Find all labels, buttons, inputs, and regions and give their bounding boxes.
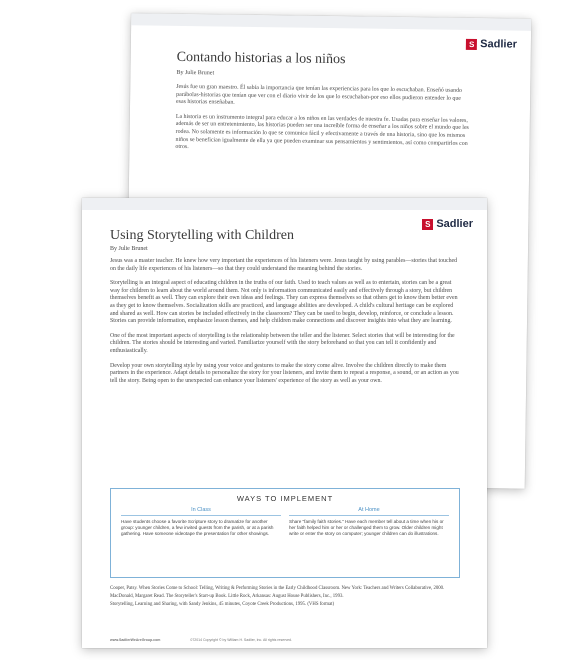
ways-columns bbox=[111, 507, 459, 538]
sadlier-logo-mark-icon: S bbox=[466, 38, 477, 49]
page-top-band bbox=[131, 13, 531, 31]
at-home-column bbox=[289, 507, 449, 538]
sadlier-logo bbox=[422, 218, 473, 230]
spanish-article-body bbox=[175, 84, 472, 163]
page-top-band bbox=[82, 198, 487, 210]
sadlier-logo-text: Sadlier bbox=[480, 38, 517, 51]
spanish-page-title: Contando historias a los niños bbox=[176, 49, 346, 68]
footer-website: www.SadlierWeAreGroup.com bbox=[110, 638, 161, 642]
spanish-paragraph: Jesús fue un gran maestro. Él sabía la importancia que tenían las experiencias para los que lo escuchaban. Enseñó usando parábolas-historias que tenían que ver con el diario vivir de los que lo escuchaban-por eso ellos pudieron entender lo que esas historias enseñaban. bbox=[176, 83, 463, 106]
english-page-title: Using Storytelling with Children bbox=[110, 228, 294, 243]
ways-to-implement-box bbox=[110, 488, 460, 578]
reference-item: MacDonald, Margaret Read. The Storyteller's Start-up Book. Little Rock, Arkansas: August House Publishers, Inc., 1993. bbox=[110, 593, 344, 599]
english-paragraph: Develop your own storytelling style by using your voice and gestures to make the story come alive. Involve the children directly to make them partners in the experience. Adapt details to personalize the story for your listeners, and invite them to repeat a response, a sound, or an action as you tell the story. Being open to the unexpected can enhance your listeners' experience of the story as well as your own. bbox=[110, 362, 459, 384]
at-home-heading: At Home bbox=[289, 507, 449, 516]
page-footer bbox=[110, 638, 292, 642]
spanish-paragraph: La historia es un instrumento integral para educar a los niños en las verdades de nuestra fe. Usadas para enseñar los valores, además de ser un entretenimiento, las historias pueden ser una increíble forma de enseñar a los niños sobre el mundo que les rodea. No solamente es información lo que se comunica fácil y efectivamente a través de una historia, sino que los mismos niños se benefician igualmente de ella ya que pueden examinar sus pensamientos y sentimientos, así como compartirlos con otros. bbox=[175, 113, 469, 151]
sadlier-logo-mark-icon: S bbox=[422, 219, 433, 230]
references-list bbox=[110, 586, 470, 610]
in-class-column bbox=[121, 507, 281, 538]
english-article-body bbox=[110, 258, 460, 392]
english-paragraph: One of the most important aspects of storytelling is the relationship between the teller and the listener. Select stories that will be interesting for the children. The stories should be interesting and varied. Familiarize yourself with the story beforehand so that you can tell it confidently and enthusiastically. bbox=[110, 332, 455, 354]
spanish-byline: By Julie Brunet bbox=[176, 69, 215, 77]
english-byline: By Julie Brunet bbox=[110, 246, 148, 252]
sadlier-logo-text: Sadlier bbox=[436, 218, 473, 230]
sadlier-logo bbox=[466, 38, 517, 51]
at-home-text: Share "family faith stories." Have each member tell about a time when his or her faith helped him or her or challenged them to grow. Older children might write or enter the story on computer; younger children can do illustrations. bbox=[289, 519, 444, 537]
reference-item: Cooper, Patsy. When Stories Come to School: Telling, Writing & Performing Stories in the Early Childhood Classroom. New York: Teachers and Writers Collaborative, 2000. bbox=[110, 586, 445, 591]
ways-to-implement-title: WAYS TO IMPLEMENT bbox=[236, 494, 334, 503]
english-paragraph: Storytelling is an integral aspect of educating children in the truths of our faith. Used to teach values as well as to entertain, stories can be a great way for children to learn about the world around them. Not only is information communicated easily and effectively through a story, but children themselves benefit as well. They can explore their own ideas and feelings. They can express themselves so that others get to know them better even as they get to know themselves. Socialization skills are practiced, and language abilities are developed. A child's cultural heritage can be explored and shared as well. How can stories be included effectively in the classroom? They can be used to begin, develop, reinforce, or conclude a lesson. Stories can provide information, emphasize lesson themes, and help children make connections and discover insights into what they are learning. bbox=[110, 280, 458, 325]
footer-copyright: 072014 Copyright © by William H. Sadlier, Inc. All rights reserved. bbox=[190, 638, 292, 642]
english-handout-page bbox=[82, 198, 487, 648]
in-class-heading: In Class bbox=[121, 507, 281, 516]
in-class-text: Have students choose a favorite Scripture story to dramatize for another group: younger children, a few invited guests from the parish, or at a parish gathering. Have someone videotape the presentation for other showings. bbox=[121, 519, 274, 537]
reference-item: Storytelling, Learning and Sharing, with Sandy Jenkins, 45 minutes, Coyote Creek Productions, 1995. (VHS format) bbox=[110, 601, 335, 607]
english-paragraph: Jesus was a master teacher. He knew how very important the experiences of his listeners were. Jesus taught by using parables—stories that touched on the daily life experiences of his listeners—so that they could understand the meaning behind the stories. bbox=[110, 258, 458, 272]
